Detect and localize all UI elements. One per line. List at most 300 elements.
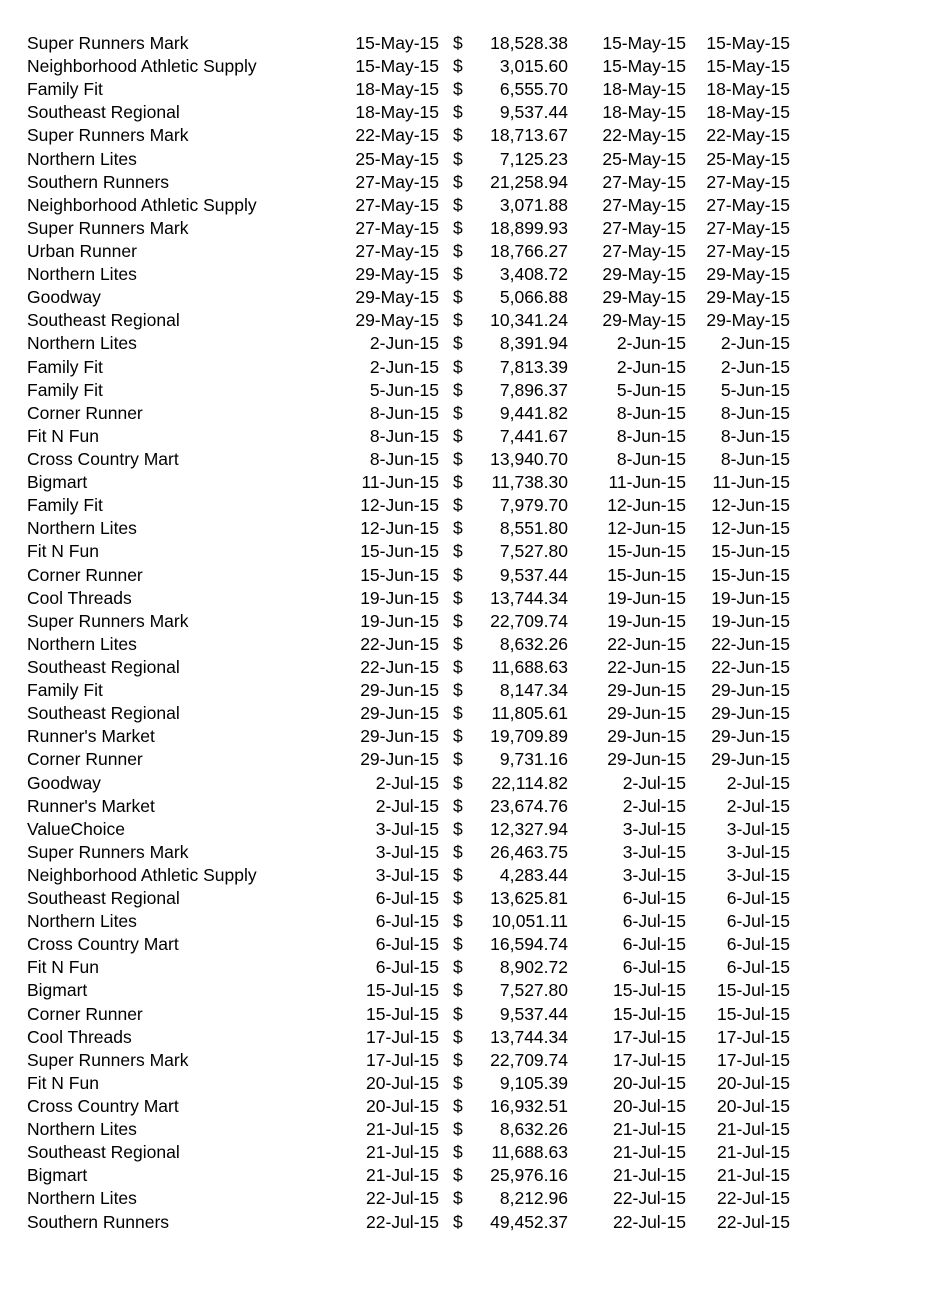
currency-symbol-cell: $ <box>453 56 463 77</box>
currency-symbol-cell: $ <box>453 772 463 793</box>
customer-name-cell: Southern Runners <box>27 1211 170 1232</box>
customer-name-cell: Goodway <box>27 287 101 308</box>
invoice-date-cell: 22-May-15 <box>355 125 439 146</box>
amount-cell: 10,341.24 <box>490 310 568 331</box>
table-row <box>0 494 944 517</box>
invoice-date-cell: 3-Jul-15 <box>375 818 439 839</box>
date-copy-cell: 15-Jun-15 <box>607 541 686 562</box>
customer-name-cell: Northern Lites <box>27 1188 137 1209</box>
invoice-date-cell: 27-May-15 <box>355 171 439 192</box>
date-copy-2-cell: 12-Jun-15 <box>711 495 790 516</box>
invoice-date-cell: 15-Jun-15 <box>360 541 439 562</box>
date-copy-cell: 12-Jun-15 <box>607 518 686 539</box>
amount-cell: 7,896.37 <box>499 379 568 400</box>
date-copy-cell: 6-Jul-15 <box>622 934 686 955</box>
currency-symbol-cell: $ <box>453 240 463 261</box>
invoice-date-cell: 15-May-15 <box>355 33 439 53</box>
currency-symbol-cell: $ <box>453 864 463 885</box>
amount-cell: 22,709.74 <box>490 1049 568 1070</box>
amount-cell: 9,537.44 <box>499 1003 568 1024</box>
table-row <box>0 818 944 841</box>
invoice-date-cell: 18-May-15 <box>355 102 439 123</box>
invoice-date-cell: 21-Jul-15 <box>366 1142 439 1163</box>
customer-name-cell: Northern Lites <box>27 518 137 539</box>
invoice-date-cell: 19-Jun-15 <box>360 587 439 608</box>
invoice-date-cell: 5-Jun-15 <box>369 379 439 400</box>
date-copy-cell: 6-Jul-15 <box>622 957 686 978</box>
invoice-date-cell: 15-Jun-15 <box>360 564 439 585</box>
currency-symbol-cell: $ <box>453 1165 463 1186</box>
date-copy-cell: 27-May-15 <box>602 194 686 215</box>
amount-cell: 9,537.44 <box>499 564 568 585</box>
date-copy-2-cell: 20-Jul-15 <box>717 1072 790 1093</box>
date-copy-cell: 6-Jul-15 <box>622 888 686 909</box>
customer-name-cell: ValueChoice <box>27 818 125 839</box>
customer-name-cell: Super Runners Mark <box>27 33 189 53</box>
date-copy-2-cell: 17-Jul-15 <box>717 1049 790 1070</box>
invoice-date-cell: 21-Jul-15 <box>366 1119 439 1140</box>
date-copy-2-cell: 15-Jun-15 <box>711 541 790 562</box>
currency-symbol-cell: $ <box>453 1003 463 1024</box>
table-row <box>0 1141 944 1164</box>
currency-symbol-cell: $ <box>453 518 463 539</box>
date-copy-cell: 27-May-15 <box>602 240 686 261</box>
date-copy-cell: 5-Jun-15 <box>616 379 686 400</box>
table-row <box>0 841 944 864</box>
table-row <box>0 309 944 332</box>
table-row <box>0 540 944 563</box>
date-copy-cell: 22-Jun-15 <box>607 656 686 677</box>
date-copy-cell: 21-Jul-15 <box>613 1142 686 1163</box>
invoice-date-cell: 27-May-15 <box>355 240 439 261</box>
table-row <box>0 725 944 748</box>
amount-cell: 18,528.38 <box>490 33 568 53</box>
table-row <box>0 587 944 610</box>
customer-name-cell: Southern Runners <box>27 171 170 192</box>
table-row <box>0 1072 944 1095</box>
customer-name-cell: Family Fit <box>27 356 103 377</box>
table-row <box>0 610 944 633</box>
currency-symbol-cell: $ <box>453 564 463 585</box>
date-copy-cell: 19-Jun-15 <box>607 587 686 608</box>
amount-cell: 12,327.94 <box>490 818 568 839</box>
customer-name-cell: Super Runners Mark <box>27 1049 189 1070</box>
currency-symbol-cell: $ <box>453 102 463 123</box>
table-row <box>0 240 944 263</box>
customer-name-cell: Runner's Market <box>27 795 155 816</box>
customer-name-cell: Bigmart <box>27 980 88 1001</box>
date-copy-2-cell: 19-Jun-15 <box>711 610 790 631</box>
date-copy-cell: 22-Jun-15 <box>607 633 686 654</box>
date-copy-cell: 3-Jul-15 <box>622 841 686 862</box>
date-copy-2-cell: 6-Jul-15 <box>726 934 790 955</box>
table-row <box>0 356 944 379</box>
currency-symbol-cell: $ <box>453 495 463 516</box>
date-copy-2-cell: 15-Jul-15 <box>717 980 790 1001</box>
amount-cell: 7,441.67 <box>499 425 568 446</box>
invoice-date-cell: 22-Jun-15 <box>360 656 439 677</box>
invoice-date-cell: 29-May-15 <box>355 287 439 308</box>
table-row <box>0 332 944 355</box>
amount-cell: 16,932.51 <box>490 1096 568 1117</box>
invoice-date-cell: 21-Jul-15 <box>366 1165 439 1186</box>
table-row <box>0 933 944 956</box>
sales-sheet <box>0 32 944 1234</box>
currency-symbol-cell: $ <box>453 472 463 493</box>
customer-name-cell: Southeast Regional <box>27 656 180 677</box>
amount-cell: 8,551.80 <box>499 518 568 539</box>
date-copy-cell: 2-Jun-15 <box>616 356 686 377</box>
date-copy-cell: 12-Jun-15 <box>607 495 686 516</box>
date-copy-2-cell: 20-Jul-15 <box>717 1096 790 1117</box>
date-copy-cell: 20-Jul-15 <box>613 1096 686 1117</box>
date-copy-2-cell: 21-Jul-15 <box>717 1119 790 1140</box>
date-copy-cell: 15-Jun-15 <box>607 564 686 585</box>
date-copy-2-cell: 6-Jul-15 <box>726 911 790 932</box>
customer-name-cell: Neighborhood Athletic Supply <box>27 56 257 77</box>
amount-cell: 11,688.63 <box>491 1142 568 1163</box>
table-row <box>0 887 944 910</box>
date-copy-2-cell: 19-Jun-15 <box>711 587 790 608</box>
invoice-date-cell: 20-Jul-15 <box>366 1072 439 1093</box>
invoice-date-cell: 17-Jul-15 <box>366 1026 439 1047</box>
date-copy-cell: 8-Jun-15 <box>616 402 686 423</box>
invoice-date-cell: 6-Jul-15 <box>375 911 439 932</box>
customer-name-cell: Corner Runner <box>27 564 143 585</box>
invoice-date-cell: 2-Jul-15 <box>375 795 439 816</box>
customer-name-cell: Northern Lites <box>27 633 137 654</box>
table-row <box>0 402 944 425</box>
invoice-date-cell: 19-Jun-15 <box>360 610 439 631</box>
customer-name-cell: Corner Runner <box>27 749 143 770</box>
customer-name-cell: Family Fit <box>27 495 103 516</box>
table-row <box>0 772 944 795</box>
date-copy-2-cell: 3-Jul-15 <box>726 864 790 885</box>
date-copy-cell: 3-Jul-15 <box>622 818 686 839</box>
table-row <box>0 171 944 194</box>
date-copy-cell: 29-May-15 <box>602 287 686 308</box>
table-row <box>0 679 944 702</box>
customer-name-cell: Fit N Fun <box>27 541 99 562</box>
customer-name-cell: Family Fit <box>27 379 103 400</box>
amount-cell: 25,976.16 <box>490 1165 568 1186</box>
date-copy-2-cell: 27-May-15 <box>706 240 790 261</box>
amount-cell: 11,805.61 <box>491 703 568 724</box>
amount-cell: 9,731.16 <box>499 749 568 770</box>
invoice-date-cell: 25-May-15 <box>355 148 439 169</box>
date-copy-cell: 8-Jun-15 <box>616 448 686 469</box>
customer-name-cell: Cross Country Mart <box>27 1096 179 1117</box>
date-copy-2-cell: 8-Jun-15 <box>720 448 790 469</box>
customer-name-cell: Super Runners Mark <box>27 610 189 631</box>
date-copy-2-cell: 12-Jun-15 <box>711 518 790 539</box>
date-copy-cell: 3-Jul-15 <box>622 864 686 885</box>
amount-cell: 3,071.88 <box>499 194 568 215</box>
table-row <box>0 101 944 124</box>
invoice-date-cell: 27-May-15 <box>355 217 439 238</box>
currency-symbol-cell: $ <box>453 703 463 724</box>
invoice-date-cell: 29-Jun-15 <box>360 749 439 770</box>
currency-symbol-cell: $ <box>453 888 463 909</box>
customer-name-cell: Family Fit <box>27 79 103 100</box>
date-copy-2-cell: 6-Jul-15 <box>726 888 790 909</box>
currency-symbol-cell: $ <box>453 795 463 816</box>
amount-cell: 4,283.44 <box>499 864 568 885</box>
amount-cell: 22,709.74 <box>490 610 568 631</box>
date-copy-2-cell: 3-Jul-15 <box>726 841 790 862</box>
currency-symbol-cell: $ <box>453 33 463 53</box>
date-copy-cell: 29-May-15 <box>602 264 686 285</box>
currency-symbol-cell: $ <box>453 726 463 747</box>
invoice-date-cell: 12-Jun-15 <box>360 518 439 539</box>
amount-cell: 7,527.80 <box>499 541 568 562</box>
customer-name-cell: Southeast Regional <box>27 102 180 123</box>
customer-name-cell: Fit N Fun <box>27 1072 99 1093</box>
date-copy-cell: 20-Jul-15 <box>613 1072 686 1093</box>
table-row <box>0 263 944 286</box>
date-copy-2-cell: 21-Jul-15 <box>717 1165 790 1186</box>
table-row <box>0 702 944 725</box>
amount-cell: 11,688.63 <box>491 656 568 677</box>
date-copy-2-cell: 5-Jun-15 <box>720 379 790 400</box>
currency-symbol-cell: $ <box>453 841 463 862</box>
table-row <box>0 795 944 818</box>
date-copy-2-cell: 3-Jul-15 <box>726 818 790 839</box>
currency-symbol-cell: $ <box>453 541 463 562</box>
customer-name-cell: Southeast Regional <box>27 1142 180 1163</box>
customer-name-cell: Family Fit <box>27 680 103 701</box>
date-copy-2-cell: 29-Jun-15 <box>711 680 790 701</box>
date-copy-cell: 18-May-15 <box>602 79 686 100</box>
invoice-date-cell: 20-Jul-15 <box>366 1096 439 1117</box>
invoice-date-cell: 3-Jul-15 <box>375 841 439 862</box>
customer-name-cell: Cool Threads <box>27 1026 132 1047</box>
amount-cell: 11,738.30 <box>491 472 568 493</box>
currency-symbol-cell: $ <box>453 448 463 469</box>
table-row <box>0 124 944 147</box>
invoice-date-cell: 29-May-15 <box>355 310 439 331</box>
invoice-date-cell: 22-Jul-15 <box>366 1211 439 1232</box>
customer-name-cell: Super Runners Mark <box>27 125 189 146</box>
customer-name-cell: Fit N Fun <box>27 957 99 978</box>
currency-symbol-cell: $ <box>453 1142 463 1163</box>
currency-symbol-cell: $ <box>453 1049 463 1070</box>
currency-symbol-cell: $ <box>453 633 463 654</box>
amount-cell: 7,527.80 <box>499 980 568 1001</box>
table-row <box>0 1095 944 1118</box>
currency-symbol-cell: $ <box>453 333 463 354</box>
customer-name-cell: Northern Lites <box>27 1119 137 1140</box>
currency-symbol-cell: $ <box>453 125 463 146</box>
date-copy-2-cell: 15-May-15 <box>706 33 790 53</box>
customer-name-cell: Corner Runner <box>27 402 143 423</box>
date-copy-cell: 25-May-15 <box>602 148 686 169</box>
currency-symbol-cell: $ <box>453 402 463 423</box>
amount-cell: 6,555.70 <box>499 79 568 100</box>
currency-symbol-cell: $ <box>453 1072 463 1093</box>
table-row <box>0 471 944 494</box>
table-row <box>0 748 944 771</box>
date-copy-2-cell: 2-Jul-15 <box>726 772 790 793</box>
table-row <box>0 517 944 540</box>
currency-symbol-cell: $ <box>453 425 463 446</box>
amount-cell: 19,709.89 <box>490 726 568 747</box>
invoice-date-cell: 15-Jul-15 <box>366 1003 439 1024</box>
table-row <box>0 633 944 656</box>
table-row <box>0 656 944 679</box>
date-copy-cell: 11-Jun-15 <box>608 472 686 493</box>
invoice-date-cell: 22-Jun-15 <box>360 633 439 654</box>
invoice-date-cell: 11-Jun-15 <box>361 472 439 493</box>
invoice-date-cell: 29-Jun-15 <box>360 680 439 701</box>
currency-symbol-cell: $ <box>453 980 463 1001</box>
date-copy-2-cell: 21-Jul-15 <box>717 1142 790 1163</box>
currency-symbol-cell: $ <box>453 148 463 169</box>
date-copy-cell: 29-Jun-15 <box>607 680 686 701</box>
table-row <box>0 1164 944 1187</box>
amount-cell: 9,537.44 <box>499 102 568 123</box>
amount-cell: 13,625.81 <box>490 888 568 909</box>
amount-cell: 3,408.72 <box>499 264 568 285</box>
table-row <box>0 286 944 309</box>
customer-name-cell: Cool Threads <box>27 587 132 608</box>
table-row <box>0 1118 944 1141</box>
invoice-date-cell: 29-Jun-15 <box>360 703 439 724</box>
invoice-date-cell: 22-Jul-15 <box>366 1188 439 1209</box>
amount-cell: 26,463.75 <box>490 841 568 862</box>
amount-cell: 5,066.88 <box>499 287 568 308</box>
date-copy-cell: 22-May-15 <box>602 125 686 146</box>
date-copy-cell: 6-Jul-15 <box>622 911 686 932</box>
customer-name-cell: Goodway <box>27 772 101 793</box>
date-copy-2-cell: 15-Jun-15 <box>711 564 790 585</box>
invoice-date-cell: 17-Jul-15 <box>366 1049 439 1070</box>
date-copy-2-cell: 29-May-15 <box>706 310 790 331</box>
table-row <box>0 910 944 933</box>
date-copy-2-cell: 18-May-15 <box>706 102 790 123</box>
invoice-date-cell: 29-May-15 <box>355 264 439 285</box>
customer-name-cell: Southeast Regional <box>27 310 180 331</box>
invoice-date-cell: 12-Jun-15 <box>360 495 439 516</box>
amount-cell: 7,125.23 <box>499 148 568 169</box>
amount-cell: 49,452.37 <box>490 1211 568 1232</box>
invoice-date-cell: 6-Jul-15 <box>375 934 439 955</box>
currency-symbol-cell: $ <box>453 171 463 192</box>
amount-cell: 13,940.70 <box>490 448 568 469</box>
table-row <box>0 1026 944 1049</box>
invoice-date-cell: 18-May-15 <box>355 79 439 100</box>
amount-cell: 18,713.67 <box>490 125 568 146</box>
table-row <box>0 78 944 101</box>
date-copy-cell: 17-Jul-15 <box>613 1049 686 1070</box>
customer-name-cell: Super Runners Mark <box>27 217 189 238</box>
amount-cell: 8,632.26 <box>499 633 568 654</box>
amount-cell: 7,979.70 <box>499 495 568 516</box>
date-copy-cell: 29-Jun-15 <box>607 749 686 770</box>
customer-name-cell: Runner's Market <box>27 726 155 747</box>
amount-cell: 9,441.82 <box>499 402 568 423</box>
invoice-date-cell: 8-Jun-15 <box>369 402 439 423</box>
date-copy-2-cell: 17-Jul-15 <box>717 1026 790 1047</box>
invoice-date-cell: 2-Jul-15 <box>375 772 439 793</box>
customer-name-cell: Southeast Regional <box>27 888 180 909</box>
date-copy-cell: 15-May-15 <box>602 56 686 77</box>
table-row <box>0 979 944 1002</box>
currency-symbol-cell: $ <box>453 587 463 608</box>
amount-cell: 10,051.11 <box>491 911 568 932</box>
amount-cell: 22,114.82 <box>491 772 568 793</box>
date-copy-cell: 15-Jul-15 <box>613 1003 686 1024</box>
amount-cell: 16,594.74 <box>490 934 568 955</box>
customer-name-cell: Northern Lites <box>27 911 137 932</box>
date-copy-cell: 17-Jul-15 <box>613 1026 686 1047</box>
date-copy-2-cell: 15-Jul-15 <box>717 1003 790 1024</box>
table-row <box>0 425 944 448</box>
currency-symbol-cell: $ <box>453 310 463 331</box>
customer-name-cell: Super Runners Mark <box>27 841 189 862</box>
amount-cell: 8,147.34 <box>499 680 568 701</box>
customer-name-cell: Corner Runner <box>27 1003 143 1024</box>
customer-name-cell: Neighborhood Athletic Supply <box>27 194 257 215</box>
date-copy-cell: 15-May-15 <box>602 33 686 53</box>
invoice-date-cell: 29-Jun-15 <box>360 726 439 747</box>
customer-name-cell: Northern Lites <box>27 333 137 354</box>
date-copy-2-cell: 27-May-15 <box>706 217 790 238</box>
amount-cell: 3,015.60 <box>499 56 568 77</box>
date-copy-cell: 8-Jun-15 <box>616 425 686 446</box>
currency-symbol-cell: $ <box>453 356 463 377</box>
date-copy-2-cell: 29-Jun-15 <box>711 749 790 770</box>
customer-name-cell: Cross Country Mart <box>27 934 179 955</box>
customer-name-cell: Fit N Fun <box>27 425 99 446</box>
currency-symbol-cell: $ <box>453 217 463 238</box>
table-row <box>0 864 944 887</box>
currency-symbol-cell: $ <box>453 1096 463 1117</box>
date-copy-2-cell: 8-Jun-15 <box>720 425 790 446</box>
invoice-date-cell: 8-Jun-15 <box>369 425 439 446</box>
invoice-date-cell: 27-May-15 <box>355 194 439 215</box>
customer-name-cell: Bigmart <box>27 1165 88 1186</box>
invoice-date-cell: 2-Jun-15 <box>369 333 439 354</box>
amount-cell: 8,902.72 <box>499 957 568 978</box>
table-row <box>0 1003 944 1026</box>
currency-symbol-cell: $ <box>453 1026 463 1047</box>
invoice-date-cell: 15-May-15 <box>355 56 439 77</box>
table-row <box>0 55 944 78</box>
table-row <box>0 217 944 240</box>
invoice-date-cell: 3-Jul-15 <box>375 864 439 885</box>
table-row <box>0 194 944 217</box>
date-copy-cell: 22-Jul-15 <box>613 1188 686 1209</box>
amount-cell: 13,744.34 <box>490 587 568 608</box>
table-row <box>0 956 944 979</box>
customer-name-cell: Northern Lites <box>27 148 137 169</box>
date-copy-cell: 2-Jul-15 <box>622 795 686 816</box>
currency-symbol-cell: $ <box>453 957 463 978</box>
amount-cell: 8,212.96 <box>499 1188 568 1209</box>
date-copy-2-cell: 22-Jul-15 <box>717 1211 790 1232</box>
date-copy-2-cell: 22-Jun-15 <box>711 656 790 677</box>
date-copy-2-cell: 29-Jun-15 <box>711 726 790 747</box>
date-copy-2-cell: 11-Jun-15 <box>712 472 790 493</box>
date-copy-cell: 27-May-15 <box>602 217 686 238</box>
date-copy-cell: 29-May-15 <box>602 310 686 331</box>
date-copy-cell: 21-Jul-15 <box>613 1119 686 1140</box>
amount-cell: 18,899.93 <box>490 217 568 238</box>
date-copy-2-cell: 22-Jun-15 <box>711 633 790 654</box>
amount-cell: 7,813.39 <box>499 356 568 377</box>
customer-name-cell: Northern Lites <box>27 264 137 285</box>
